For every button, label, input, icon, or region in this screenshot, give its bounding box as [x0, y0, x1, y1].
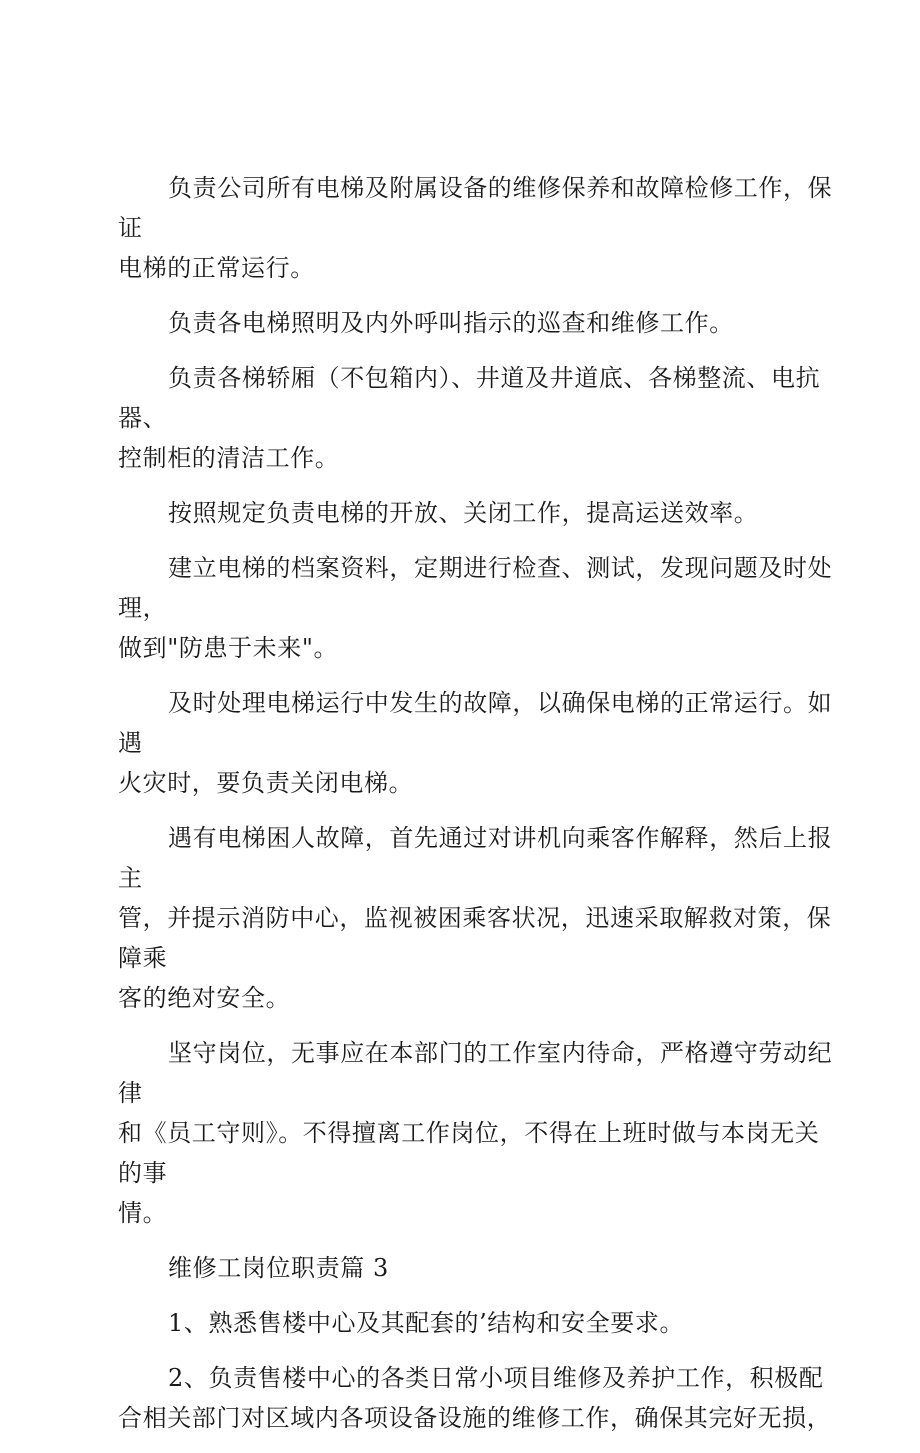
paragraph-line: 2、负责售楼中心的各类日常小项目维修及养护工作，积极配 [168, 1364, 824, 1392]
paragraph-6 [118, 683, 838, 803]
paragraph-line: 管，并提示消防中心，监视被困乘客状况，迅速采取解救对策，保障乘 [118, 904, 832, 972]
paragraph-8 [118, 1033, 838, 1233]
paragraph-line: 电梯的正常运行。 [118, 254, 315, 282]
paragraph-4 [118, 493, 838, 533]
paragraph-line: 遇有电梯困人故障，首先通过对讲机向乘客作解释，然后上报主 [118, 824, 833, 892]
paragraph-line: 及时处理电梯运行中发生的故障，以确保电梯的正常运行。如遇 [118, 689, 833, 757]
paragraph-line: 按照规定负责电梯的开放、关闭工作，提高运送效率。 [168, 499, 759, 527]
paragraph-3 [118, 358, 838, 478]
paragraph-line: 客的绝对安全。 [118, 984, 291, 1012]
section-heading-text: 维修工岗位职责篇 3 [168, 1254, 389, 1282]
paragraph-line: 做到"防患于未来"。 [118, 634, 339, 662]
paragraph-5 [118, 548, 838, 668]
paragraph-line: 负责各电梯照明及内外呼叫指示的巡查和维修工作。 [168, 309, 734, 337]
paragraph-2 [118, 303, 838, 343]
paragraph-line: 负责公司所有电梯及附属设备的维修保养和故障检修工作，保证 [118, 174, 833, 242]
section-heading [118, 1248, 838, 1288]
paragraph-9 [118, 1303, 838, 1343]
document-body [118, 168, 838, 1453]
paragraph-line: 合相关部门对区域内各项设备设施的维修工作，确保其完好无损， [118, 1404, 832, 1432]
paragraph-line: 建立电梯的档案资料，定期进行检查、测试，发现问题及时处理， [118, 554, 833, 622]
paragraph-line: 负责各梯轿厢（不包箱内）、井道及井道底、各梯整流、电抗器、 [118, 364, 821, 432]
paragraph-7 [118, 818, 838, 1018]
paragraph-line: 控制柜的清洁工作。 [118, 444, 340, 472]
paragraph-line: 和《员工守则》。不得擅离工作岗位，不得在上班时做与本岗无关的事 [118, 1119, 820, 1187]
paragraph-line: 火灾时，要负责关闭电梯。 [118, 769, 414, 797]
paragraph-1 [118, 168, 838, 288]
paragraph-line: 1、熟悉售楼中心及其配套的’结构和安全要求。 [168, 1309, 685, 1337]
paragraph-line: 情。 [118, 1199, 168, 1227]
paragraph-line: 坚守岗位，无事应在本部门的工作室内待命，严格遵守劳动纪律 [118, 1039, 833, 1107]
paragraph-10 [118, 1358, 838, 1438]
